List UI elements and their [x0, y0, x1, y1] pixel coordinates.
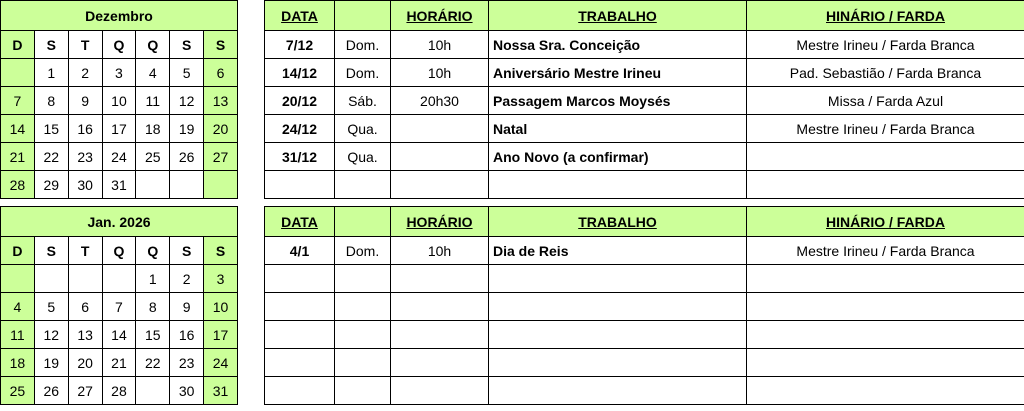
event-date — [265, 349, 335, 377]
event-weekday: Dom. — [335, 237, 391, 265]
event-weekday: Sáb. — [335, 87, 391, 115]
calendar-day: 7 — [1, 87, 35, 115]
event-work — [489, 171, 747, 199]
event-date: 4/1 — [265, 237, 335, 265]
event-hinario: Mestre Irineu / Farda Branca — [747, 31, 1024, 59]
event-weekday — [335, 321, 391, 349]
event-date: 14/12 — [265, 59, 335, 87]
calendar-day: 8 — [34, 87, 68, 115]
date-header: DATA — [265, 207, 335, 237]
calendar-day: 10 — [204, 293, 238, 321]
calendar-day: 9 — [170, 293, 204, 321]
calendar-day: 10 — [102, 87, 136, 115]
calendar-day: 6 — [204, 59, 238, 87]
calendar-day: 2 — [170, 265, 204, 293]
event-weekday — [335, 171, 391, 199]
event-weekday — [335, 377, 391, 405]
event-time: 20h30 — [391, 87, 489, 115]
event-weekday — [335, 293, 391, 321]
event-work: Aniversário Mestre Irineu — [489, 59, 747, 87]
calendar-day: 30 — [170, 377, 204, 405]
event-date: 20/12 — [265, 87, 335, 115]
weekday-header-row — [1, 237, 238, 265]
event-hinario — [747, 143, 1024, 171]
calendar-day: 9 — [68, 87, 102, 115]
calendar-day: 23 — [68, 143, 102, 171]
calendar-day: 25 — [136, 143, 170, 171]
calendar-day: 26 — [34, 377, 68, 405]
event-weekday: Qua. — [335, 143, 391, 171]
schedule-row — [265, 349, 1024, 377]
event-hinario: Mestre Irineu / Farda Branca — [747, 237, 1024, 265]
event-time — [391, 143, 489, 171]
event-date — [265, 293, 335, 321]
calendar-day — [34, 265, 68, 293]
schedule-row — [265, 265, 1024, 293]
weekday-label: S — [34, 237, 68, 265]
work-header: TRABALHO — [489, 1, 747, 31]
schedule-row — [265, 87, 1024, 115]
event-work: Dia de Reis — [489, 237, 747, 265]
time-header: HORÁRIO — [391, 207, 489, 237]
calendar-day — [136, 171, 170, 199]
calendar-day: 3 — [204, 265, 238, 293]
event-date — [265, 265, 335, 293]
calendar-day: 12 — [34, 321, 68, 349]
date-header: DATA — [265, 1, 335, 31]
calendar-day: 17 — [204, 321, 238, 349]
calendar-day: 26 — [170, 143, 204, 171]
event-time: 10h — [391, 237, 489, 265]
calendar-week-row — [1, 171, 238, 199]
weekday-label: D — [1, 237, 35, 265]
event-hinario — [747, 321, 1024, 349]
time-header: HORÁRIO — [391, 1, 489, 31]
event-work — [489, 265, 747, 293]
calendar-day: 24 — [102, 143, 136, 171]
schedule-row — [265, 321, 1024, 349]
calendar-week-row — [1, 115, 238, 143]
event-date: 31/12 — [265, 143, 335, 171]
event-hinario — [747, 171, 1024, 199]
calendar-day: 7 — [102, 293, 136, 321]
calendar-day — [102, 265, 136, 293]
schedule-row — [265, 115, 1024, 143]
event-work — [489, 377, 747, 405]
event-time — [391, 321, 489, 349]
calendar-day — [68, 265, 102, 293]
event-work: Ano Novo (a confirmar) — [489, 143, 747, 171]
calendar-month-title: Jan. 2026 — [1, 207, 238, 237]
calendar-week-row — [1, 377, 238, 405]
schedule-row — [265, 143, 1024, 171]
calendar-day: 27 — [204, 143, 238, 171]
event-hinario — [747, 349, 1024, 377]
calendar-day: 20 — [68, 349, 102, 377]
weekday-label: Q — [102, 31, 136, 59]
event-time — [391, 377, 489, 405]
day-header-blank — [335, 207, 391, 237]
calendar-day: 15 — [136, 321, 170, 349]
calendar-day: 17 — [102, 115, 136, 143]
january-schedule — [264, 206, 1024, 405]
event-time: 10h — [391, 31, 489, 59]
event-hinario: Mestre Irineu / Farda Branca — [747, 115, 1024, 143]
schedule-header-row — [265, 1, 1024, 31]
calendar-day: 30 — [68, 171, 102, 199]
weekday-label: T — [68, 31, 102, 59]
event-work: Nossa Sra. Conceição — [489, 31, 747, 59]
calendar-day: 14 — [1, 115, 35, 143]
calendar-day: 25 — [1, 377, 35, 405]
event-time: 10h — [391, 59, 489, 87]
day-header-blank — [335, 1, 391, 31]
calendar-week-row — [1, 87, 238, 115]
calendar-week-row — [1, 349, 238, 377]
weekday-label: S — [170, 237, 204, 265]
schedule-row — [265, 377, 1024, 405]
event-hinario — [747, 377, 1024, 405]
calendar-day — [136, 377, 170, 405]
event-hinario: Missa / Farda Azul — [747, 87, 1024, 115]
calendar-week-row — [1, 265, 238, 293]
event-weekday — [335, 265, 391, 293]
calendar-month-title: Dezembro — [1, 1, 238, 31]
calendar-day: 19 — [34, 349, 68, 377]
calendar-day: 15 — [34, 115, 68, 143]
calendar-day: 31 — [102, 171, 136, 199]
calendar-day: 4 — [136, 59, 170, 87]
schedule-row — [265, 171, 1024, 199]
calendar-day: 4 — [1, 293, 35, 321]
calendar-day: 13 — [68, 321, 102, 349]
event-hinario — [747, 265, 1024, 293]
event-work: Passagem Marcos Moysés — [489, 87, 747, 115]
december-calendar — [0, 0, 238, 199]
calendar-day: 27 — [68, 377, 102, 405]
hinario-header: HINÁRIO / FARDA — [747, 1, 1024, 31]
event-work — [489, 293, 747, 321]
december-schedule — [264, 0, 1024, 199]
calendar-day: 16 — [170, 321, 204, 349]
calendar-day: 24 — [204, 349, 238, 377]
calendar-day: 28 — [1, 171, 35, 199]
calendar-day: 13 — [204, 87, 238, 115]
calendar-day: 19 — [170, 115, 204, 143]
event-work — [489, 321, 747, 349]
calendar-day: 6 — [68, 293, 102, 321]
calendar-day: 21 — [102, 349, 136, 377]
calendar-day: 1 — [136, 265, 170, 293]
event-date: 24/12 — [265, 115, 335, 143]
event-time — [391, 171, 489, 199]
calendar-day: 23 — [170, 349, 204, 377]
calendar-week-row — [1, 59, 238, 87]
calendar-day: 11 — [136, 87, 170, 115]
calendar-day: 5 — [170, 59, 204, 87]
weekday-label: Q — [136, 31, 170, 59]
january-calendar — [0, 206, 238, 405]
hinario-header: HINÁRIO / FARDA — [747, 207, 1024, 237]
event-weekday: Dom. — [335, 59, 391, 87]
event-time — [391, 349, 489, 377]
calendar-day — [1, 265, 35, 293]
schedule-row — [265, 31, 1024, 59]
weekday-label: S — [204, 31, 238, 59]
schedule-row — [265, 293, 1024, 321]
calendar-day: 22 — [136, 349, 170, 377]
event-date — [265, 377, 335, 405]
weekday-label: Q — [102, 237, 136, 265]
weekday-label: D — [1, 31, 35, 59]
calendar-day — [170, 171, 204, 199]
calendar-day: 18 — [1, 349, 35, 377]
event-work: Natal — [489, 115, 747, 143]
weekday-label: T — [68, 237, 102, 265]
weekday-label: S — [170, 31, 204, 59]
calendar-day: 8 — [136, 293, 170, 321]
calendar-day: 2 — [68, 59, 102, 87]
event-work — [489, 349, 747, 377]
event-date — [265, 171, 335, 199]
calendar-day: 12 — [170, 87, 204, 115]
event-weekday — [335, 349, 391, 377]
event-date — [265, 321, 335, 349]
calendar-week-row — [1, 143, 238, 171]
calendar-day: 22 — [34, 143, 68, 171]
work-header: TRABALHO — [489, 207, 747, 237]
calendar-day: 21 — [1, 143, 35, 171]
calendar-day: 3 — [102, 59, 136, 87]
event-time — [391, 115, 489, 143]
weekday-label: S — [34, 31, 68, 59]
calendar-day: 1 — [34, 59, 68, 87]
calendar-day — [1, 59, 35, 87]
calendar-day: 18 — [136, 115, 170, 143]
calendar-day: 20 — [204, 115, 238, 143]
schedule-row — [265, 59, 1024, 87]
event-weekday: Qua. — [335, 115, 391, 143]
calendar-day: 11 — [1, 321, 35, 349]
calendar-day: 16 — [68, 115, 102, 143]
schedule-row — [265, 237, 1024, 265]
weekday-header-row — [1, 31, 238, 59]
calendar-day: 14 — [102, 321, 136, 349]
event-hinario: Pad. Sebastião / Farda Branca — [747, 59, 1024, 87]
calendar-day: 28 — [102, 377, 136, 405]
calendar-week-row — [1, 293, 238, 321]
calendar-day: 5 — [34, 293, 68, 321]
event-hinario — [747, 293, 1024, 321]
event-time — [391, 265, 489, 293]
weekday-label: Q — [136, 237, 170, 265]
schedule-header-row — [265, 207, 1024, 237]
calendar-day: 29 — [34, 171, 68, 199]
event-date: 7/12 — [265, 31, 335, 59]
event-time — [391, 293, 489, 321]
calendar-week-row — [1, 321, 238, 349]
calendar-day — [204, 171, 238, 199]
calendar-day: 31 — [204, 377, 238, 405]
weekday-label: S — [204, 237, 238, 265]
event-weekday: Dom. — [335, 31, 391, 59]
